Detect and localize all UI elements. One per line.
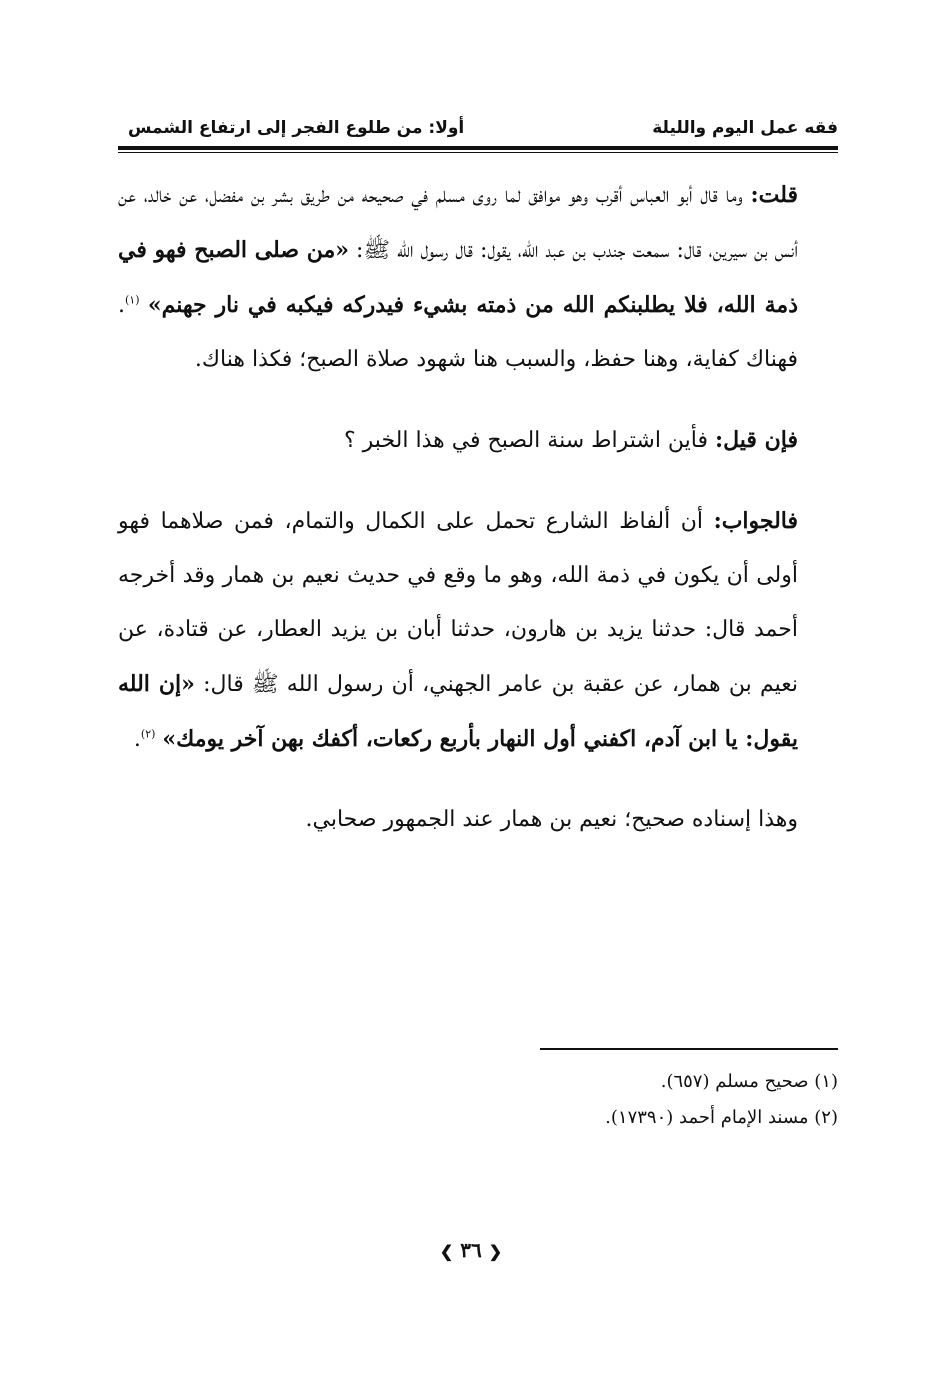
book-title: فقه عمل اليوم والليلة [652, 118, 838, 138]
paragraph-text: . فهناك كفاية، وهنا حفظ، والسبب هنا شهود صلاة الصبح؛ فكذا هناك. [118, 293, 798, 372]
paragraph-text: وهذا إسناده صحيح؛ نعيم بن همار عند الجمهور صحابي. [305, 807, 798, 832]
paragraph-2 [118, 413, 838, 468]
paragraph-4 [118, 793, 838, 847]
paragraph-text: أن ألفاظ الشارع تحمل على الكمال والتمام، فمن صلاهما فهو أولى أن يكون في ذمة الله، وهو ما وقع في حديث نعيم بن همار وقد أخرجه أحمد قال: حدثنا يزيد بن هارون، حدثنا أبان بن يزيد العطار، عن قتادة، عن نعيم بن همار، عن عقبة بن عامر الجهني، أن رسول الله ﷺ قال: [118, 509, 798, 697]
running-header [118, 112, 838, 150]
paragraph-label: فالجواب: [713, 508, 799, 534]
paragraph-label: قلت: [750, 182, 798, 208]
ornament-icon: ❮ [488, 1242, 503, 1261]
footnotes [118, 1064, 838, 1136]
page-number-value: ٣٦ [460, 1238, 482, 1262]
paragraph-text: وما قال أبو العباس أقرب وهو موافق لما روى مسلم في صحيحه من طريق بشر بن مفضل، عن خالد، عن أنس بن سيرين، قال: سمعت جندب بن عبد الله، يقول: قال رسول الله ﷺ: [118, 183, 798, 263]
paragraph-3 [118, 494, 838, 767]
paragraph-1 [118, 168, 838, 387]
footnote-separator [540, 1048, 838, 1050]
footnote-marker: (٢) [140, 727, 156, 741]
footnote-1: (١) صحيح مسلم (٦٥٧). [660, 1071, 838, 1092]
section-title: أولا: من طلوع الفجر إلى ارتفاع الشمس [128, 118, 465, 138]
footnote-2: (٢) مسند الإمام أحمد (١٧٣٩٠). [605, 1107, 838, 1128]
ornament-icon: ❯ [439, 1242, 454, 1261]
footnote-marker: (١) [125, 293, 140, 307]
paragraph-label: فإن قيل: [715, 427, 798, 453]
hadith-quote: «إن الله يقول: يا ابن آدم، اكفني أول النهار بأربع ركعات، أكفك بهن آخر يومك» [118, 671, 798, 752]
page-number [0, 1238, 942, 1262]
paragraph-text: فأين اشتراط سنة الصبح في هذا الخبر ؟ [344, 428, 716, 453]
paragraph-text: . [133, 727, 141, 752]
main-text [118, 168, 838, 847]
header-rule-thick [118, 146, 838, 150]
hadith-quote: «من صلى الصبح فهو في ذمة الله، فلا يطلبنكم الله من ذمته بشيء فيدركه فيكبه في نار جهنم» [118, 237, 798, 318]
header-rule-thin [118, 152, 838, 153]
